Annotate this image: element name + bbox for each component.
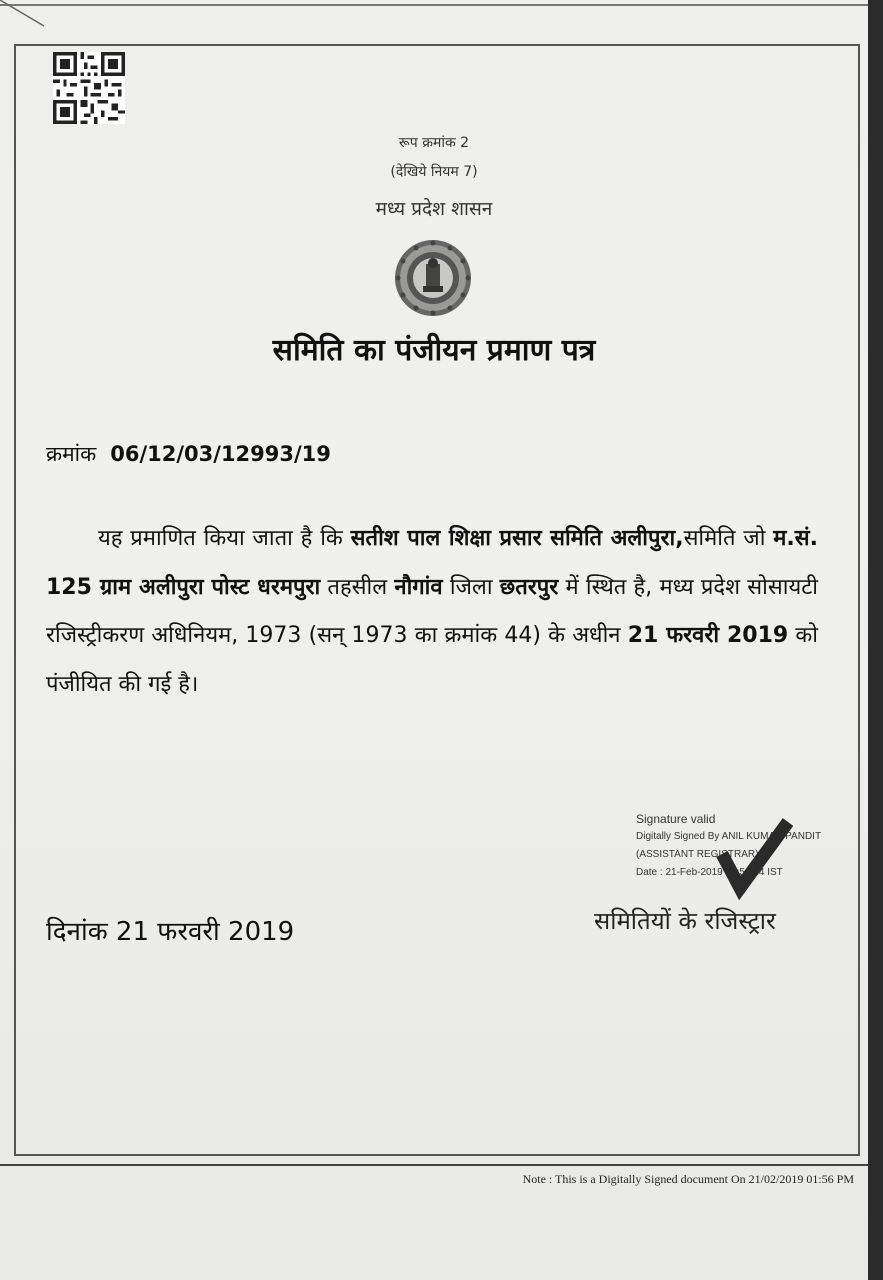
form-number: रूप क्रमांक 2 bbox=[398, 135, 470, 151]
signer-designation: (ASSISTANT REGISTRAR) bbox=[636, 849, 759, 860]
tehsil-name: नौगांव bbox=[394, 574, 443, 600]
signature-status: Signature valid bbox=[636, 812, 716, 826]
registrar-designation: समितियों के रजिस्ट्रार bbox=[594, 907, 776, 935]
bottom-border-line bbox=[0, 1164, 868, 1166]
issue-date: दिनांक 21 फरवरी 2019 bbox=[46, 917, 295, 947]
certificate-title: समिति का पंजीयन प्रमाण पत्र bbox=[272, 333, 596, 368]
body-text-3: तहसील bbox=[327, 574, 388, 600]
body-text-5: में स्थित है, मध्य प्रदेश सोसायटी रजिस्ट्रीकरण अधिनियम, 1973 (सन् 1973 का क्रमांक 44) के अधीन bbox=[46, 574, 818, 648]
checkmark-icon bbox=[700, 810, 800, 910]
state-emblem-icon bbox=[393, 238, 473, 318]
signed-by: Digitally Signed By ANIL KUMAR PANDIT bbox=[636, 831, 822, 842]
reference-number: 06/12/03/12993/19 bbox=[110, 442, 331, 466]
society-name: सतीश पाल शिक्षा प्रसार समिति अलीपुरा, bbox=[350, 526, 684, 551]
page-fold-corner bbox=[0, 0, 50, 30]
reference-line bbox=[46, 440, 331, 468]
government-name: मध्य प्रदेश शासन bbox=[375, 198, 493, 220]
digital-sign-note: Note : This is a Digitally Signed document On 21/02/2019 01:56 PM bbox=[522, 1172, 854, 1186]
rule-reference: (देखिये नियम 7) bbox=[390, 164, 478, 180]
qr-code-icon bbox=[53, 52, 125, 124]
society-address: म.सं. 125 ग्राम अलीपुरा पोस्ट धरमपुरा bbox=[46, 526, 819, 600]
certificate-body bbox=[46, 515, 818, 709]
district-name: छतरपुर bbox=[499, 574, 559, 600]
body-text-2: समिति जो bbox=[683, 526, 766, 551]
registration-date: 21 फरवरी 2019 bbox=[627, 623, 789, 648]
signature-date: Date : 21-Feb-2019 14:56:24 IST bbox=[636, 867, 783, 878]
body-intro: यह प्रमाणित किया जाता है कि bbox=[98, 526, 343, 551]
body-text-6: को पंजीयित की गई है। bbox=[46, 623, 819, 697]
top-border-line bbox=[0, 4, 868, 6]
reference-label: क्रमांक bbox=[46, 442, 97, 466]
body-text-4: जिला bbox=[449, 574, 493, 600]
